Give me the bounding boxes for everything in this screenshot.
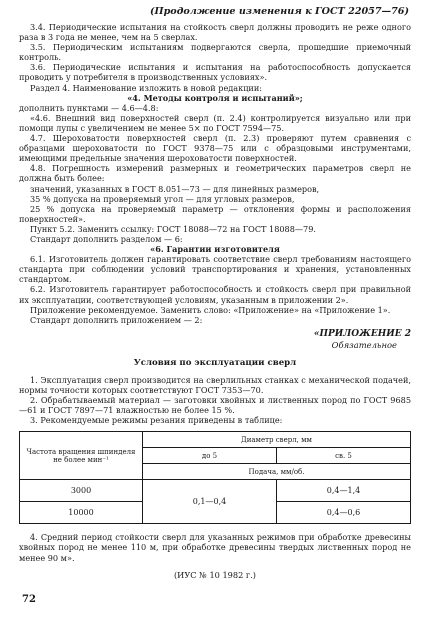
page-number: 72 bbox=[22, 594, 36, 605]
paragraph-3-6: 3.6. Периодические испытания и испытания на работоспособность допускается проводить у потребителя в производственных условиях». bbox=[19, 62, 411, 83]
table-cell-speed: 10000 bbox=[20, 502, 143, 524]
table-subheader-over5: св. 5 bbox=[277, 448, 411, 464]
table-cell-speed: 3000 bbox=[20, 480, 143, 502]
paragraph-form: 25 % допуска на проверяемый параметр — отклонения формы и расположения поверхностей». bbox=[19, 203, 411, 224]
appendix-paragraph-3: 3. Рекомендуемые режимы резания приведены в таблице: bbox=[30, 415, 283, 426]
section-4-title: «4. Методы контроля и испытаний»; bbox=[127, 92, 303, 103]
table-cell-feed: 0,4—0,6 bbox=[277, 502, 411, 524]
paragraph-6-1: 6.1. Изготовитель должен гарантировать соответствие сверл требованиям настоящего стандарта при соблюдении условий транспортирования и хранения, установленных стандартом. bbox=[19, 254, 411, 285]
paragraph-4-7: 4.7. Шероховатости поверхностей сверл (п. 2.3) проверяют путем сравнения с образцами шероховатости по ГОСТ 9378—75 или с образцовыми инструментами, имеющими предельные значения шероховатости поверхностей. bbox=[19, 133, 411, 164]
appendix-paragraph-1: 1. Эксплуатация сверл производится на сверлильных станках с механической подачей, нормы точности которых соответствуют ГОСТ 7353—70. bbox=[19, 374, 411, 395]
paragraph-4-6: «4.6. Внешний вид поверхностей сверл (п. 2.4) контролируется визуально или при помощи лупы с увеличением не менее 5× по ГОСТ 7594—75. bbox=[19, 112, 411, 133]
table-cell-feed: 0,4—1,4 bbox=[277, 480, 411, 502]
document-body bbox=[19, 22, 411, 580]
section-6-title: «6. Гарантии изготовителя bbox=[150, 244, 280, 255]
paragraph-5-2: Пункт 5.2. Заменить ссылку: ГОСТ 18088—72 на ГОСТ 18088—79. bbox=[30, 223, 316, 234]
appendix-sublabel: Обязательное bbox=[331, 339, 397, 350]
table-subheader-upto5: до 5 bbox=[143, 448, 277, 464]
paragraph-angular: 35 % допуска на проверяемый угол — для угловых размеров, bbox=[30, 193, 295, 204]
cutting-modes-table bbox=[19, 431, 411, 524]
paragraph-linear: значений, указанных в ГОСТ 8.051—73 — для линейных размеров, bbox=[30, 183, 320, 194]
table-cell-merged: 0,1—0,4 bbox=[143, 480, 277, 524]
table-header-diameter: Диаметр сверл, мм bbox=[143, 432, 411, 448]
appendix-paragraph-4: 4. Средний период стойкости сверл для указанных режимов при обработке древесины хвойных пород не менее 110 м, при обработке древесины твердых лиственных пород не менее 90 м». bbox=[19, 532, 411, 563]
paragraph-section-4: Раздел 4. Наименование изложить в новой редакции: bbox=[30, 82, 262, 93]
running-header: (Продолжение изменения к ГОСТ 22057—76) bbox=[150, 6, 409, 17]
footnote-ius: (ИУС № 10 1982 г.) bbox=[173, 569, 256, 580]
paragraph-3-5: 3.5. Периодическим испытаниям подвергаются сверла, прошедшие приемочный контроль. bbox=[19, 42, 411, 63]
appendix-title: Условия по эксплуатации сверл bbox=[133, 357, 297, 368]
paragraph-6-2: 6.2. Изготовитель гарантирует работоспособность и стойкость сверл при правильной их эксплуатации, соответствующей условиям, указанным в приложении 2». bbox=[19, 284, 411, 305]
appendix-paragraph-2: 2. Обрабатываемый материал — заготовки хвойных и лиственных пород по ГОСТ 9685—61 и ГОСТ 7897—71 влажностью не более 15 %. bbox=[19, 395, 411, 416]
table-header-speed: Частота вращения шпинделя не более мин⁻¹ bbox=[20, 432, 143, 480]
paragraph-add-section-6: Стандарт дополнить разделом — 6: bbox=[30, 233, 183, 244]
paragraph-4-8: 4.8. Погрешность измерений размерных и геометрических параметров сверл не должна быть более: bbox=[19, 163, 411, 184]
paragraph-add-appendix: Стандарт дополнить приложением — 2: bbox=[30, 314, 203, 325]
paragraph-appendix-rename: Приложение рекомендуемое. Заменить слово: «Приложение» на «Приложение 1». bbox=[30, 304, 391, 315]
appendix-label: «ПРИЛОЖЕНИЕ 2 bbox=[313, 328, 411, 339]
table-header-feed: Подача, мм/об. bbox=[143, 464, 411, 480]
paragraph-add-items: дополнить пунктами — 4.6—4.8: bbox=[19, 102, 159, 113]
paragraph-3-4: 3.4. Периодические испытания на стойкость сверл должны проводить не реже одного раза в 3 года не менее, чем на 5 сверлах. bbox=[19, 22, 411, 43]
